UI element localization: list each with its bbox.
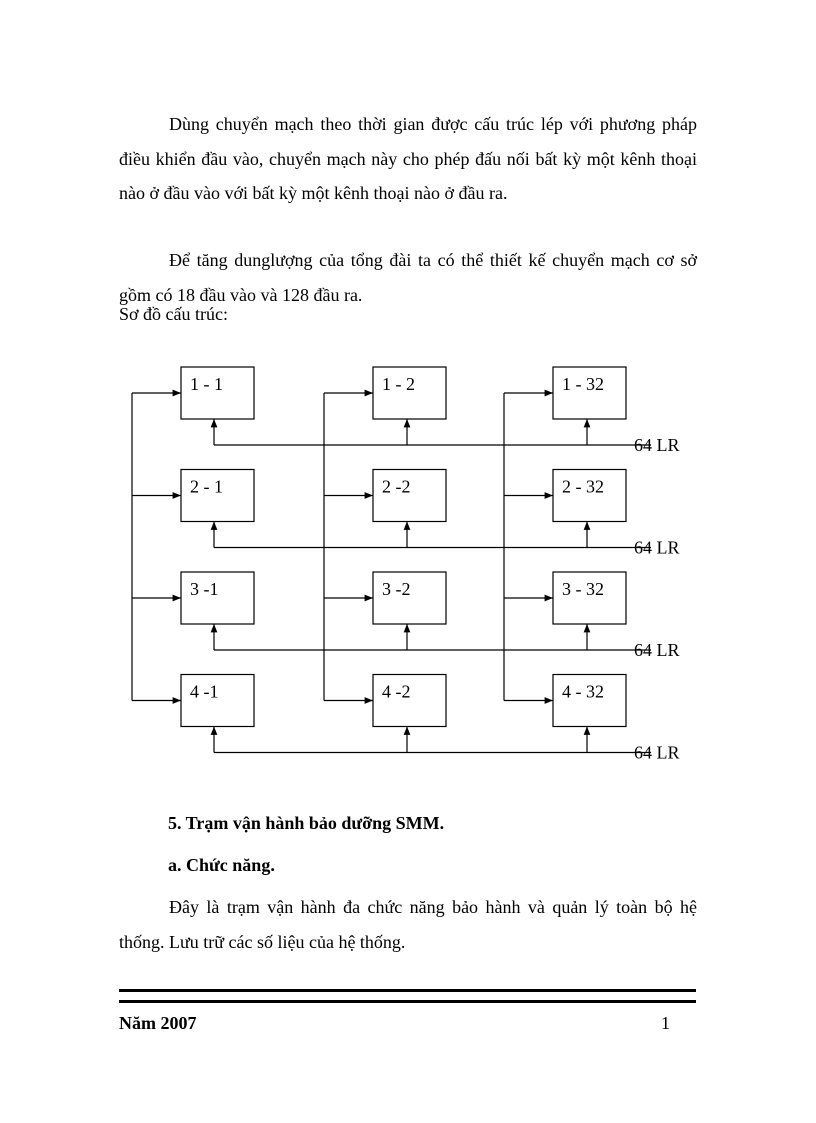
paragraph-intro: Dùng chuyển mạch theo thời gian được cấu trúc lép với phương pháp điều khiển đầu vào, chuyển mạch này cho phép đấu nối bất kỳ một kênh thoại nào ở đầu vào với bất kỳ một kênh thoại nào ở đầu ra. (119, 114, 697, 203)
bus-label: 64 LR (634, 640, 680, 660)
switch-block-label: 4 - 32 (562, 681, 604, 702)
page-number: 1 (661, 1013, 670, 1033)
switch-block-label: 3 -1 (190, 579, 219, 599)
section-a-heading: a. Chức năng. (168, 855, 275, 875)
switch-block-label: 3 -2 (382, 579, 411, 599)
switch-block-label: 2 - 32 (562, 476, 604, 497)
footer-rule-top (119, 989, 696, 992)
paragraph-diagram-caption: Sơ đồ cấu trúc: (119, 304, 228, 324)
bus-label: 64 LR (634, 537, 680, 558)
switch-block-label: 2 -2 (382, 476, 411, 497)
switch-block-label: 1 - 2 (382, 374, 415, 394)
paragraph-function: Đây là trạm vận hành đa chức năng bảo hành và quản lý toàn bộ hệ thống. Lưu trữ các số liệu của hệ thống. (119, 897, 697, 952)
switch-block-label: 2 - 1 (190, 476, 223, 497)
footer-year: Năm 2007 (119, 1013, 197, 1033)
switch-block-label: 4 -2 (382, 681, 411, 702)
switch-block-label: 1 - 1 (190, 374, 223, 394)
bus-label: 64 LR (634, 742, 680, 763)
switch-block-label: 4 -1 (190, 681, 219, 702)
section-5-heading: 5. Trạm vận hành bảo dưỡng SMM. (168, 813, 445, 833)
paragraph-capacity: Để tăng dunglượng của tổng đài ta có thể thiết kế chuyển mạch cơ sở gồm có 18 đầu vào và 128 đầu ra. (119, 250, 697, 305)
switch-block-label: 3 - 32 (562, 579, 604, 599)
footer-rule-bottom (119, 1000, 696, 1003)
switch-block-label: 1 - 32 (562, 374, 604, 394)
bus-label: 64 LR (634, 435, 680, 455)
